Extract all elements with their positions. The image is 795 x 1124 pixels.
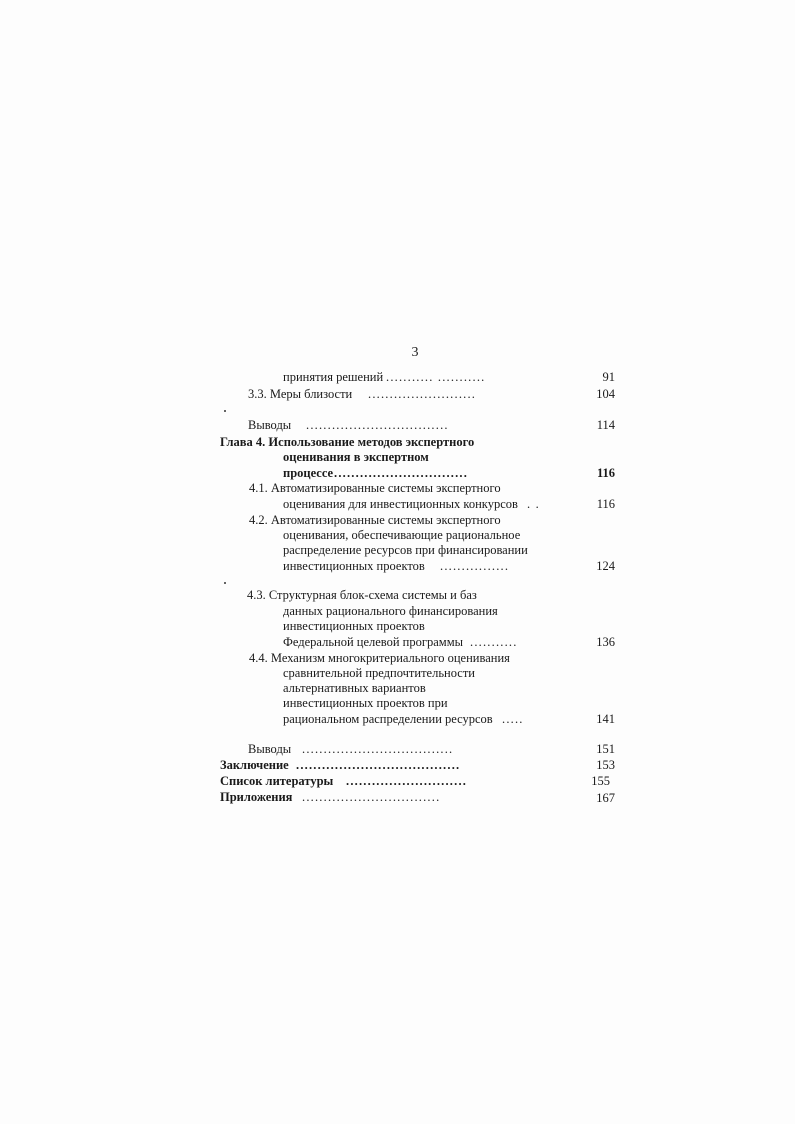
toc-entry-text: Федеральной целевой программы: [283, 635, 464, 649]
toc-entry-text: альтернативных вариантов: [283, 681, 426, 695]
toc-entry-text: процессе: [283, 466, 334, 480]
toc-entry-text: 3.3. Меры близости: [248, 387, 353, 401]
toc-page-number: 141: [596, 712, 615, 726]
toc-leader-dots: ......................................: [296, 758, 461, 772]
toc-entry-text: инвестиционных проектов при: [283, 696, 448, 710]
toc-entry-text: инвестиционных проектов: [283, 559, 425, 573]
toc-entry-text: Выводы: [248, 418, 292, 432]
toc-leader-dots: .................................: [306, 418, 449, 432]
toc-entry-text: Заключение: [220, 758, 289, 772]
stray-mark: [224, 582, 226, 584]
toc-entry-text: распределение ресурсов при финансировании: [283, 543, 528, 557]
toc-entry-text: оценивания, обеспечивающие рациональное: [283, 528, 521, 542]
toc-entry-text: 4.4. Механизм многокритериального оценивания: [249, 651, 510, 665]
toc-entry-text: инвестиционных проектов: [283, 619, 425, 633]
toc-entry-text: Приложения: [220, 790, 293, 804]
page-number: 3: [411, 345, 419, 360]
toc-leader-dots: ...............................: [334, 466, 469, 480]
toc-page-number: 114: [596, 418, 615, 432]
toc-entry-text: 4.2. Автоматизированные системы экспертного: [249, 513, 501, 527]
toc-leader-dots: ...........: [470, 635, 518, 649]
toc-entry-text: принятия решений: [283, 370, 384, 384]
toc-page-number: 167: [596, 791, 615, 805]
toc-entry-text: сравнительной предпочтительности: [283, 666, 475, 680]
toc-page-number: 116: [596, 497, 615, 511]
toc-page-number: 116: [596, 466, 615, 480]
toc-page-number: 153: [596, 758, 615, 772]
stray-mark: [224, 410, 226, 412]
toc-entry-text: рациональном распределении ресурсов: [283, 712, 493, 726]
toc-leader-dots: .....: [502, 712, 524, 726]
toc-page-number: 124: [596, 559, 615, 573]
toc-entry-text: оценивания для инвестиционных конкурсов: [283, 497, 518, 511]
toc-page-number: 104: [596, 387, 615, 401]
toc-leader-dots: ...................................: [302, 742, 454, 756]
toc-entry-text: Выводы: [248, 742, 292, 756]
toc-leader-dots: ............................: [346, 774, 468, 788]
toc-entry-text: Глава 4. Использование методов экспертного: [220, 435, 475, 449]
toc-leader-dots: ................: [440, 559, 510, 573]
toc-entry-text: данных рационального финансирования: [283, 604, 498, 618]
toc-entry-text: оценивания в экспертном: [283, 450, 429, 464]
toc-page-number: 151: [596, 742, 615, 756]
toc-entry-text: Список литературы: [220, 774, 334, 788]
toc-page-number: 91: [602, 370, 615, 384]
toc-page-number: 136: [596, 635, 615, 649]
toc-leader-dots: ........... ...........: [386, 370, 486, 384]
toc-entry-text: 4.1. Автоматизированные системы экспертного: [249, 481, 501, 495]
toc-leader-dots: .........................: [368, 387, 477, 401]
toc-leader-dots: ................................: [302, 790, 441, 804]
toc-entry-text: 4.3. Структурная блок-схема системы и баз: [247, 588, 477, 602]
toc-page-number: 155: [591, 774, 610, 788]
toc-leader-dots: . .: [527, 497, 540, 511]
